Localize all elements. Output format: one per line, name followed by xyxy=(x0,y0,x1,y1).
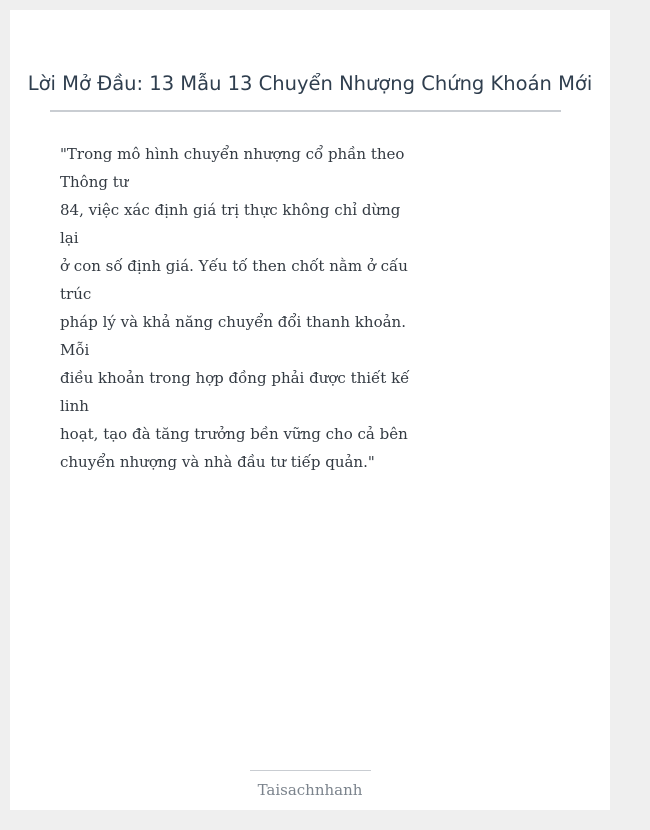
quote-line: lại xyxy=(60,229,79,247)
quote-body xyxy=(60,140,410,476)
quote-line: ở con số định giá. Yếu tố then chốt nằm ở cấu xyxy=(60,257,408,275)
document-page xyxy=(10,10,610,810)
quote-line: trúc xyxy=(60,285,92,303)
quote-line: điều khoản trong hợp đồng phải được thiết kế xyxy=(60,369,410,387)
quote-line: Thông tư xyxy=(60,173,129,191)
document-title: Lời Mở Đầu: 13 Mẫu 13 Chuyển Nhượng Chứng Khoán Mới xyxy=(27,72,593,95)
quote-line: linh xyxy=(60,397,89,415)
quote-line: pháp lý và khả năng chuyển đổi thanh khoản. xyxy=(60,313,406,331)
quote-line: "Trong mô hình chuyển nhượng cổ phần theo xyxy=(60,145,405,163)
footer-brand: Taisachnhanh xyxy=(257,781,363,799)
quote-line: chuyển nhượng và nhà đầu tư tiếp quản." xyxy=(60,453,375,471)
quote-line: 84, việc xác định giá trị thực không chỉ dừng xyxy=(60,201,401,219)
footer-divider xyxy=(250,770,371,771)
title-divider xyxy=(50,110,561,112)
quote-line: hoạt, tạo đà tăng trưởng bền vững cho cả bên xyxy=(60,425,408,443)
quote-line: Mỗi xyxy=(60,341,90,359)
